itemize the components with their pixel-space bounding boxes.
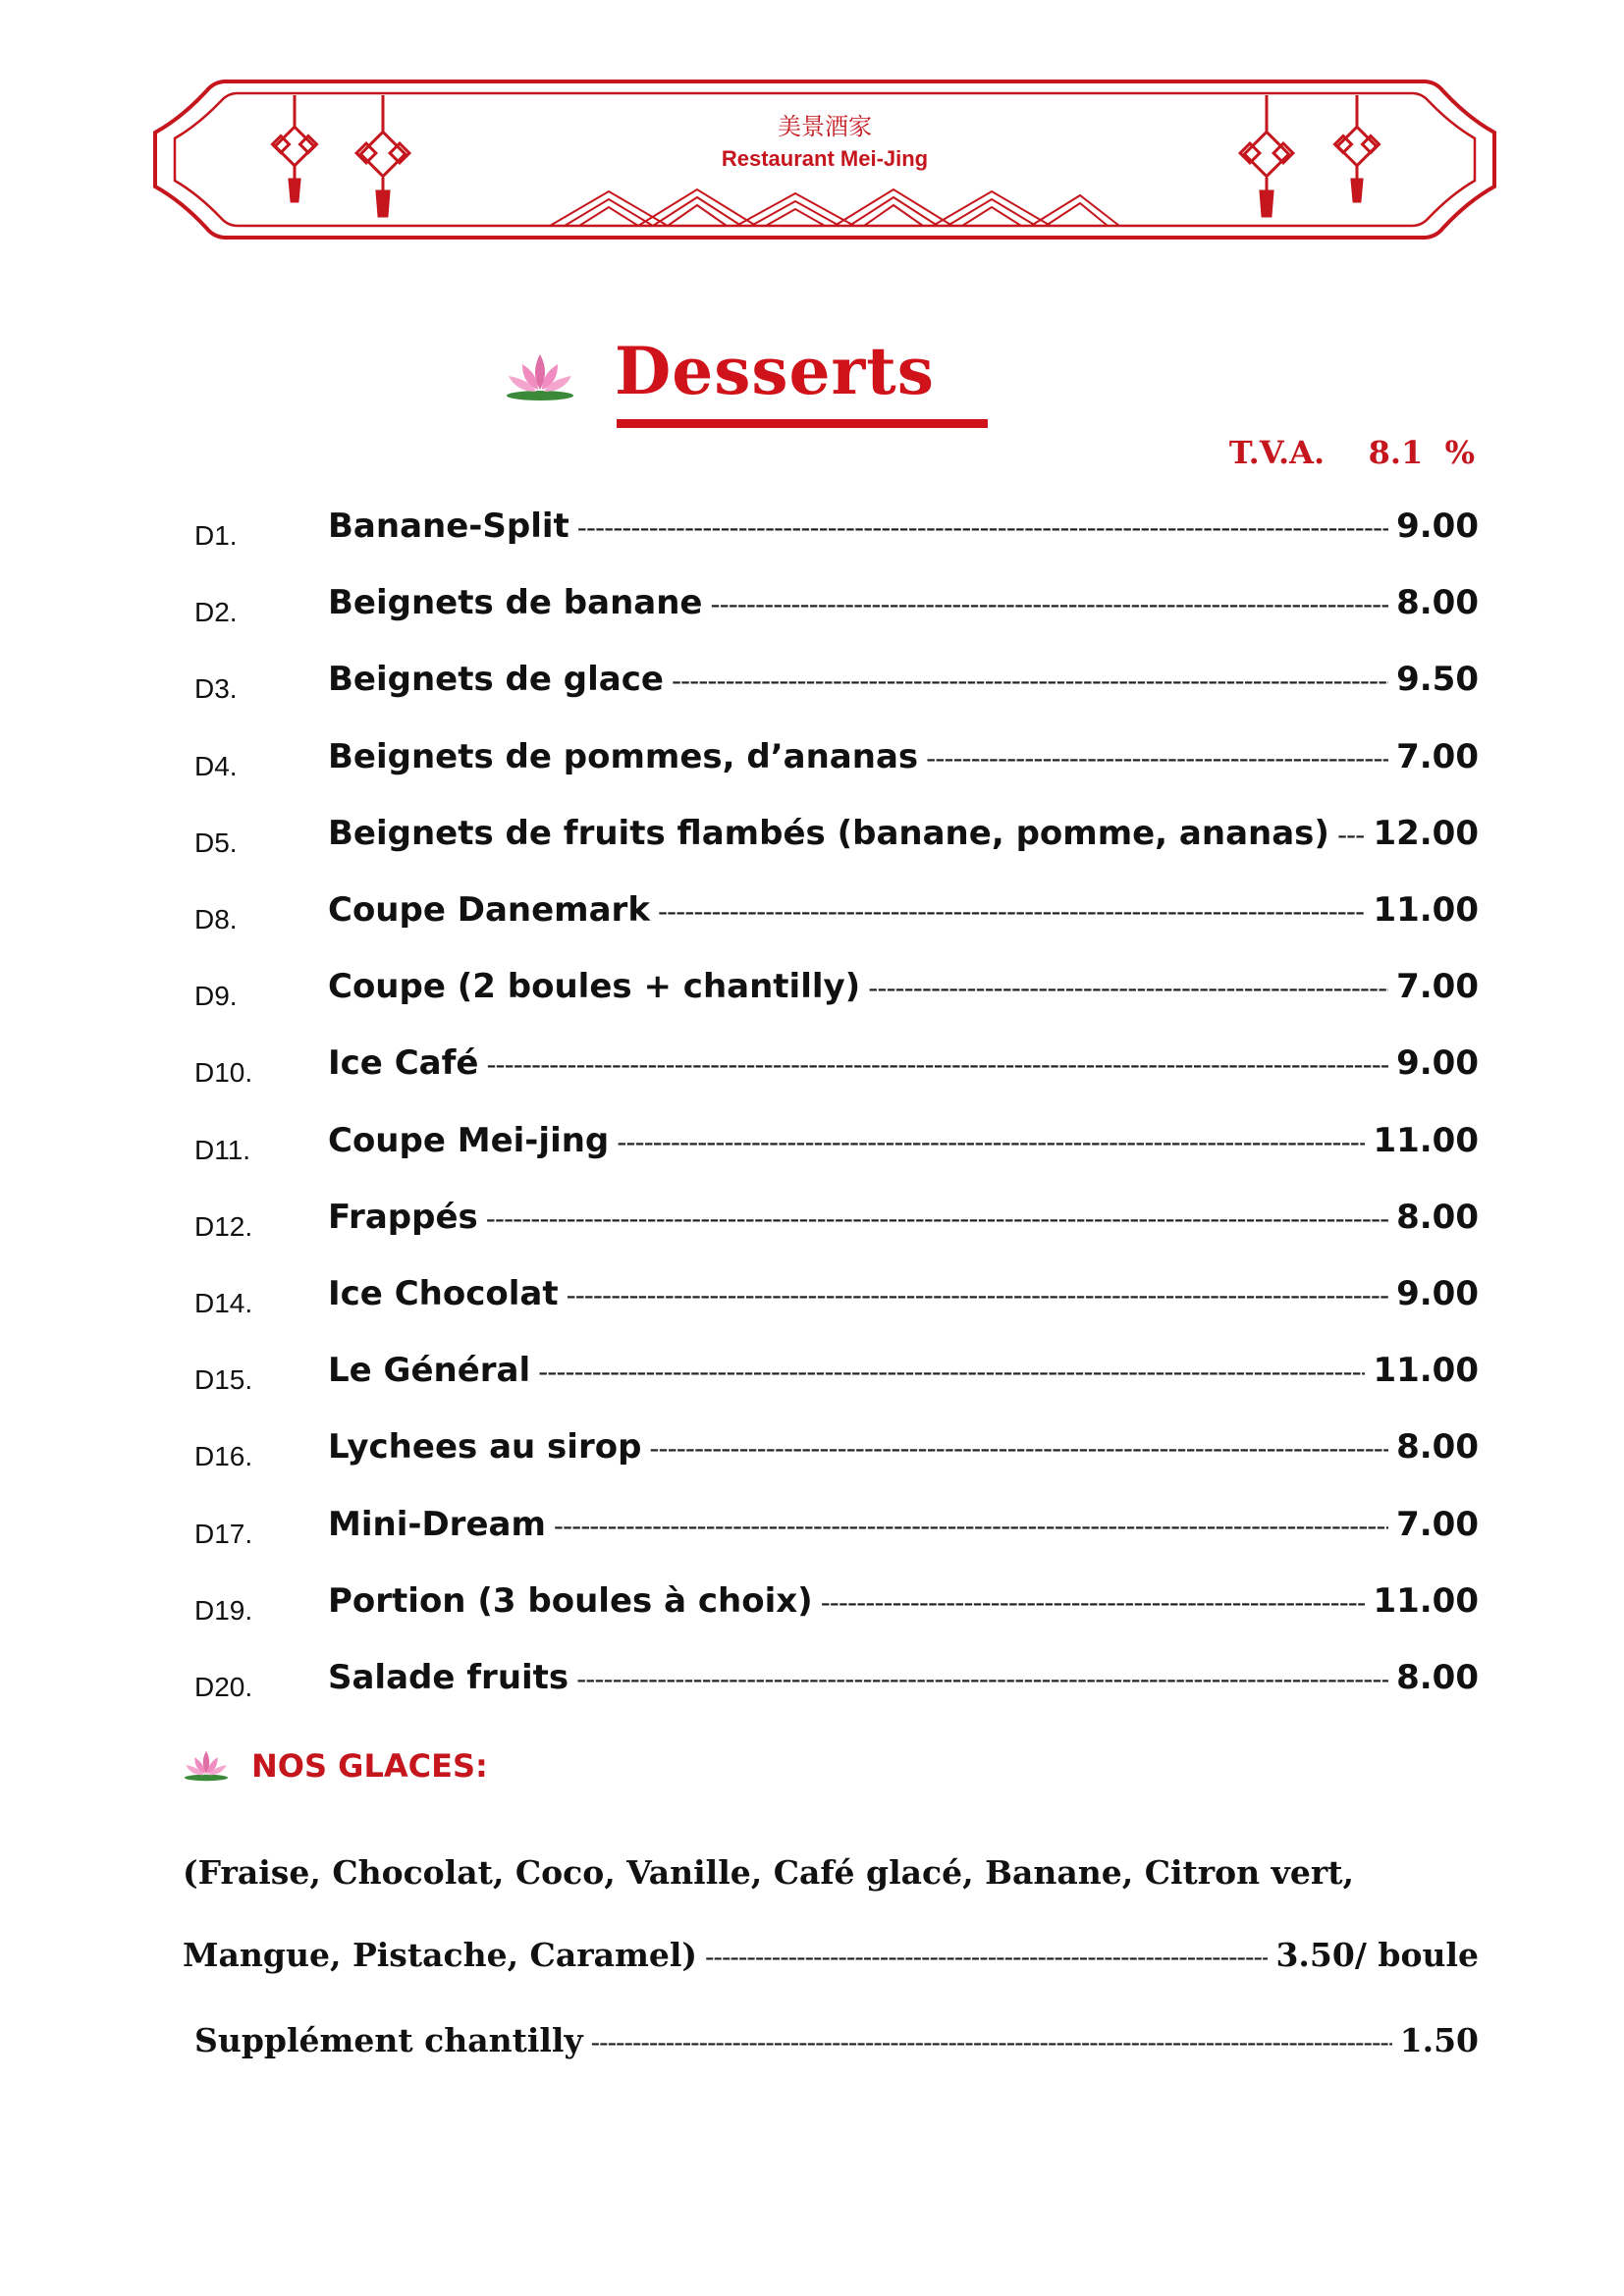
item-code: D20. (194, 1672, 253, 1702)
dot-leader (711, 588, 1389, 620)
item-price: 7.00 (1396, 737, 1479, 776)
item-code: D1. (194, 520, 238, 551)
item-code: D4. (194, 751, 238, 781)
item-name: Coupe (2 boules + chantilly) (328, 967, 861, 1006)
menu-item-row (0, 1577, 1624, 1636)
item-name: Coupe Mei-jing (328, 1121, 610, 1160)
item-price: 7.00 (1396, 1505, 1479, 1544)
item-price: 11.00 (1373, 1351, 1479, 1390)
title-underline (617, 419, 988, 428)
item-code: D8. (194, 904, 238, 934)
item-price: 9.00 (1396, 1043, 1479, 1083)
item-price: 7.00 (1396, 967, 1479, 1006)
menu-item-row (0, 1347, 1624, 1406)
item-name: Frappés (328, 1198, 478, 1237)
ice-cream-flavours-line2: Mangue, Pistache, Caramel) (183, 1936, 698, 1974)
dot-leader (705, 1941, 1268, 1973)
dot-leader (868, 972, 1388, 1004)
item-name: Mini-Dream (328, 1505, 546, 1544)
supplement-price: 1.50 (1399, 2021, 1479, 2059)
item-name: Ice Chocolat (328, 1274, 559, 1313)
item-price: 9.00 (1396, 1274, 1479, 1313)
item-name: Beignets de pommes, d’ananas (328, 737, 919, 776)
item-code: D14. (194, 1288, 253, 1318)
dot-leader (617, 1126, 1365, 1158)
item-code: D10. (194, 1057, 253, 1088)
item-code: D12. (194, 1211, 253, 1242)
menu-item-row (0, 886, 1624, 945)
header-banner (147, 74, 1502, 245)
item-name: Portion (3 boules à choix) (328, 1581, 813, 1621)
restaurant-chinese-name: 美景酒家 (778, 113, 872, 140)
menu-item-row (0, 503, 1624, 561)
ice-cream-price-row (183, 1936, 1479, 1974)
item-price: 9.50 (1396, 660, 1479, 699)
menu-item-row (0, 733, 1624, 792)
item-code: D9. (194, 981, 238, 1011)
dot-leader (486, 1048, 1388, 1081)
item-name: Coupe Danemark (328, 890, 650, 930)
ice-cream-title: NOS GLACES: (251, 1747, 488, 1785)
menu-item-row (0, 1654, 1624, 1713)
lotus-icon (181, 1745, 232, 1785)
item-price: 8.00 (1396, 1658, 1479, 1697)
menu-item-row (0, 963, 1624, 1022)
item-name: Beignets de fruits flambés (banane, pomme, ananas) (328, 814, 1329, 853)
item-code: D11. (194, 1135, 251, 1165)
dot-leader (486, 1202, 1388, 1235)
menu-item-row (0, 1423, 1624, 1482)
menu-item-row (0, 1501, 1624, 1560)
item-price: 8.00 (1396, 583, 1479, 622)
item-price: 12.00 (1373, 814, 1479, 853)
item-name: Lychees au sirop (328, 1427, 642, 1467)
item-name: Ice Café (328, 1043, 479, 1083)
dot-leader (554, 1510, 1388, 1542)
dot-leader (577, 511, 1388, 544)
item-name: Banane-Split (328, 507, 569, 546)
ice-cream-price: 3.50/ boule (1275, 1936, 1479, 1974)
dot-leader (649, 1432, 1388, 1465)
item-price: 11.00 (1373, 1121, 1479, 1160)
menu-item-row (0, 579, 1624, 638)
dot-leader (1337, 819, 1366, 851)
menu-item-row (0, 1270, 1624, 1329)
item-code: D17. (194, 1519, 253, 1549)
dot-leader (658, 895, 1366, 928)
item-code: D5. (194, 828, 238, 858)
item-name: Le Général (328, 1351, 531, 1390)
item-code: D19. (194, 1595, 253, 1626)
menu-item-row (0, 810, 1624, 869)
item-price: 8.00 (1396, 1198, 1479, 1237)
item-code: D16. (194, 1441, 253, 1471)
dot-leader (591, 2026, 1392, 2058)
dot-leader (821, 1586, 1366, 1619)
item-code: D3. (194, 673, 238, 704)
dot-leader (576, 1663, 1388, 1695)
vat-rate: T.V.A. 8.1 % (1228, 434, 1475, 471)
dot-leader (672, 665, 1388, 697)
item-name: Beignets de glace (328, 660, 664, 699)
lotus-icon (501, 347, 579, 405)
supplement-label: Supplément chantilly (194, 2021, 583, 2059)
restaurant-name: Restaurant Mei-Jing (721, 146, 929, 171)
supplement-row (194, 2021, 1479, 2059)
item-price: 9.00 (1396, 507, 1479, 546)
dot-leader (567, 1279, 1389, 1311)
item-price: 11.00 (1373, 890, 1479, 930)
menu-item-row (0, 1117, 1624, 1176)
item-code: D2. (194, 597, 238, 627)
item-price: 11.00 (1373, 1581, 1479, 1621)
dot-leader (926, 742, 1388, 774)
menu-item-row (0, 656, 1624, 715)
item-name: Salade fruits (328, 1658, 569, 1697)
page-title: Desserts (615, 333, 935, 409)
menu-item-row (0, 1040, 1624, 1098)
ice-cream-flavours-line1: (Fraise, Chocolat, Coco, Vanille, Café glacé, Banane, Citron vert, (183, 1853, 1354, 1892)
item-code: D15. (194, 1364, 253, 1395)
item-name: Beignets de banane (328, 583, 703, 622)
dot-leader (538, 1356, 1365, 1388)
mountain-pattern-icon (550, 189, 1119, 226)
menu-item-row (0, 1194, 1624, 1253)
item-price: 8.00 (1396, 1427, 1479, 1467)
